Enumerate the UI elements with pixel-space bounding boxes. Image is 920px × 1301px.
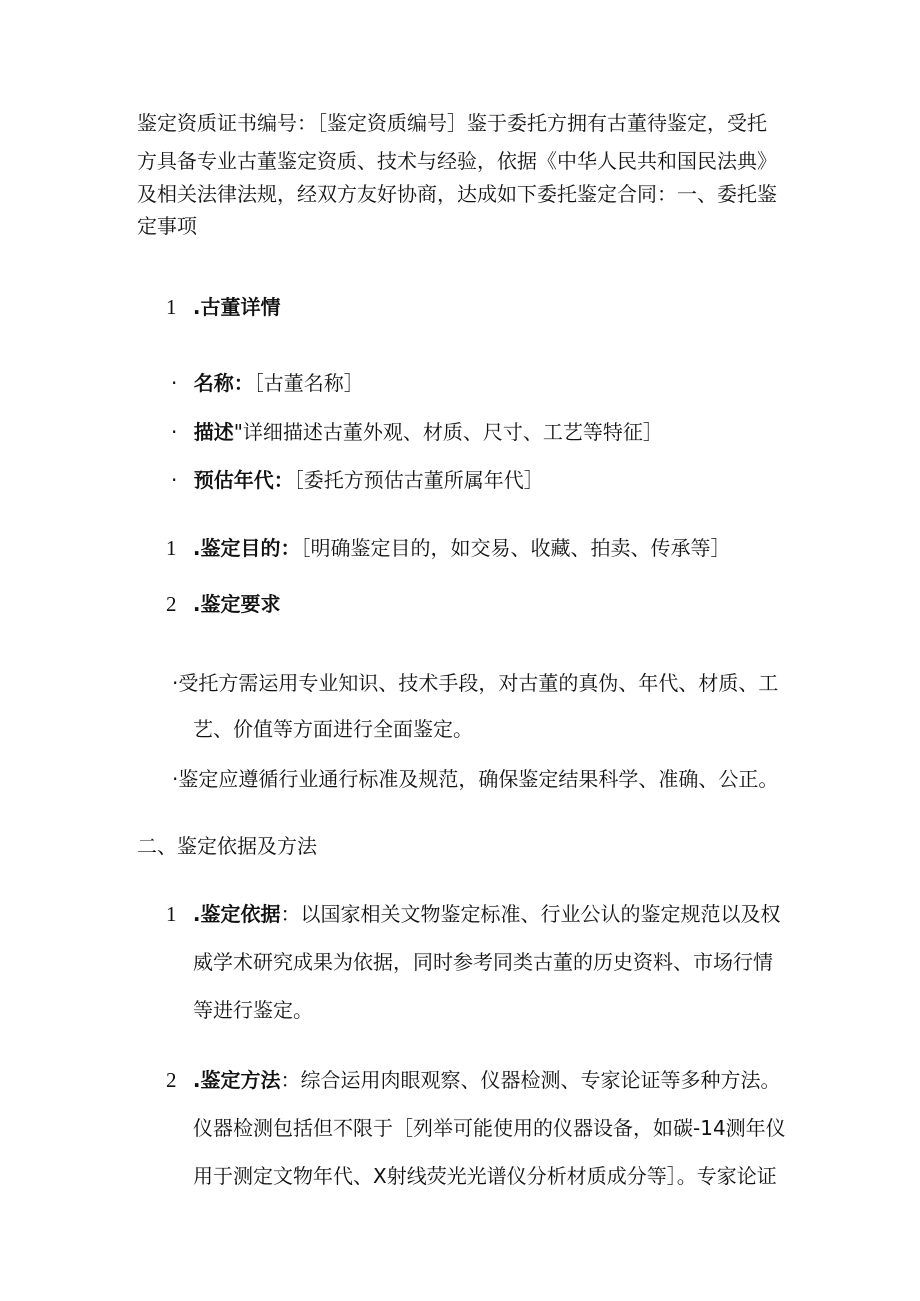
basis-line-2: 威学术研究成果为依据，同时参考同类古董的历史资料、市场行情 — [193, 950, 773, 974]
item-number: 1 — [166, 536, 177, 560]
basis-text: ：以国家相关文物鉴定标准、行业公认的鉴定规范以及权 — [280, 902, 781, 926]
item-label: .鉴定依据 — [192, 902, 281, 926]
detail-label: 预估年代： — [193, 468, 294, 492]
bullet: · — [171, 420, 178, 444]
method-line-2: 仪器检测包括但不限于［列举可能使用的仪器设备，如碳-14测年仪 — [193, 1116, 786, 1140]
detail-label: 描述 — [193, 420, 234, 444]
requirement-line-1: ·受托方需运用专业知识、技术手段，对古董的真伪、年代、材质、工 — [172, 671, 779, 695]
bullet: · — [171, 468, 178, 492]
method-line-1 — [166, 1065, 780, 1095]
item-title: .古董详情 — [192, 295, 281, 319]
intro-line-3: 及相关法律法规，经双方友好协商，达成如下委托鉴定合同：一、委托鉴 — [137, 182, 777, 206]
detail-value: "详细描述古董外观、材质、尺寸、工艺等特征］ — [233, 420, 663, 444]
bullet: · — [171, 371, 178, 395]
item-number: 1 — [166, 902, 177, 926]
detail-name — [171, 368, 364, 398]
detail-value: ［委托方预估古董所属年代］ — [293, 468, 544, 492]
intro-line-1: 鉴定资质证书编号：［鉴定资质编号］鉴于委托方拥有古董待鉴定，受托 — [137, 111, 767, 135]
method-text: ：综合运用肉眼观察、仪器检测、专家论证等多种方法。 — [280, 1068, 781, 1092]
detail-estimated-era — [171, 465, 544, 495]
intro-line-4: 定事项 — [137, 214, 197, 238]
item-antique-details — [166, 292, 280, 322]
item-value: ［明确鉴定目的，如交易、收藏、拍卖、传承等］ — [300, 536, 731, 560]
item-number: 1 — [166, 295, 177, 319]
item-label: .鉴定目的： — [192, 536, 301, 560]
requirement-line-2: 艺、价值等方面进行全面鉴定。 — [193, 717, 473, 741]
item-label: .鉴定要求 — [192, 592, 281, 616]
item-label: .鉴定方法 — [192, 1068, 281, 1092]
detail-description — [171, 417, 663, 447]
detail-label: 名称： — [193, 371, 254, 395]
item-number: 2 — [166, 1068, 177, 1092]
section-heading: 二、鉴定依据及方法 — [137, 834, 317, 858]
method-line-3: 用于测定文物年代、X射线荧光光谱仪分析材质成分等］。专家论证 — [193, 1164, 777, 1188]
basis-line-3: 等进行鉴定。 — [193, 998, 313, 1022]
item-number: 2 — [166, 592, 177, 616]
detail-value: ［古董名称］ — [253, 371, 364, 395]
intro-line-2: 方具备专业古董鉴定资质、技术与经验，依据《中华人民共和国民法典》 — [137, 149, 777, 173]
item-requirements — [166, 589, 280, 619]
requirement-line-3: ·鉴定应遵循行业通行标准及规范，确保鉴定结果科学、准确、公正。 — [172, 767, 779, 791]
basis-line-1 — [166, 899, 780, 929]
item-purpose — [166, 533, 730, 563]
